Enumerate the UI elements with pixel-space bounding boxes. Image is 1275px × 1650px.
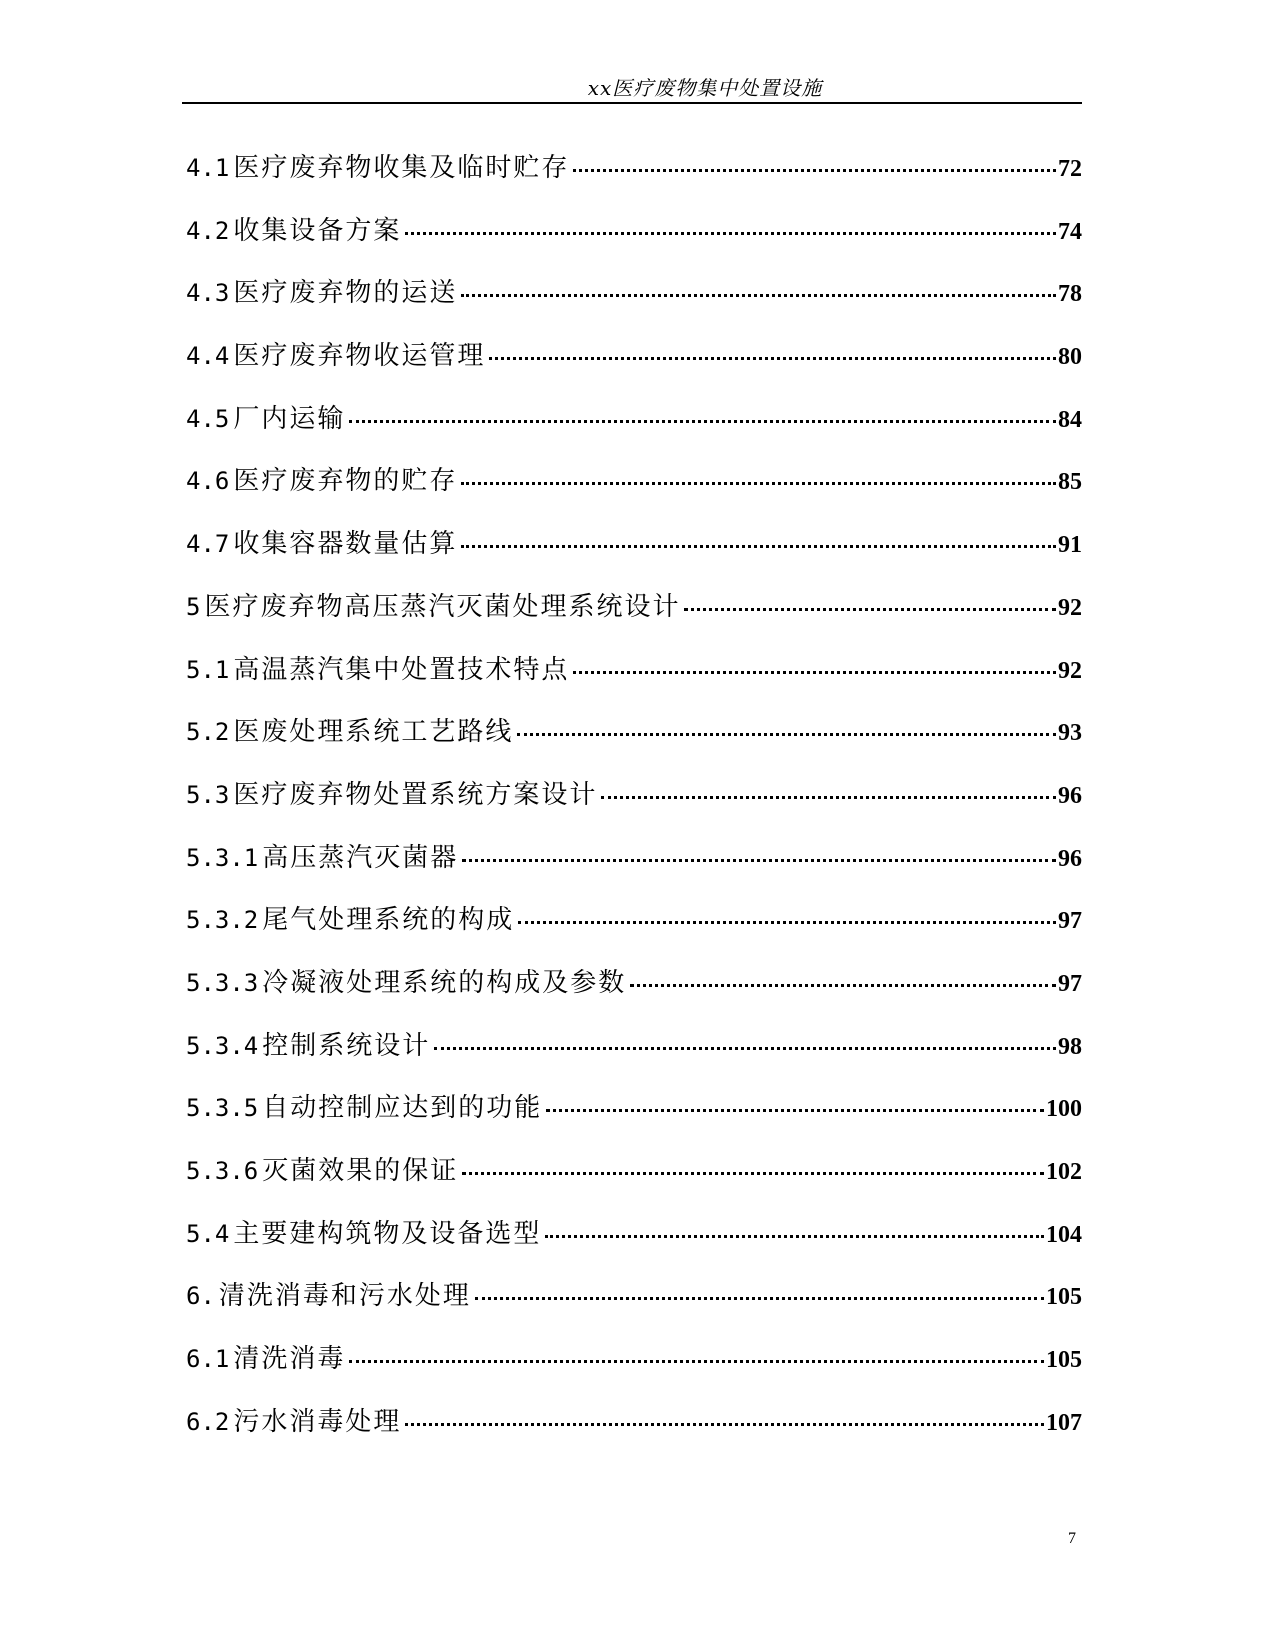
- toc-entry[interactable]: [186, 211, 1082, 274]
- toc-entry-number: 4.5: [186, 404, 230, 433]
- toc-entry-number: 6.1: [186, 1345, 230, 1374]
- toc-entry-title: 污水消毒处理: [233, 1406, 402, 1437]
- toc-entry-page: 105: [1046, 1347, 1082, 1374]
- toc-entry-title: 医疗废弃物收集及临时贮存: [233, 153, 570, 183]
- toc-entry-number: 5.3.6: [186, 1157, 259, 1185]
- toc-dot-leader: [630, 984, 1056, 987]
- toc-entry-page: 102: [1046, 1159, 1082, 1185]
- toc-entry[interactable]: [186, 273, 1082, 336]
- toc-entry-page: 72: [1058, 156, 1082, 182]
- toc-entry-page: 74: [1058, 218, 1082, 245]
- toc-entry-page: 96: [1058, 845, 1082, 872]
- toc-entry-title: 收集容器数量估算: [233, 529, 458, 560]
- toc-dot-leader: [601, 796, 1056, 799]
- toc-entry-page: 97: [1058, 970, 1082, 997]
- toc-entry-number: 5.1: [186, 655, 230, 684]
- toc-entry-number: 4.4: [186, 342, 230, 371]
- toc-dot-leader: [462, 859, 1056, 862]
- toc-entry-number: 5.3: [186, 780, 230, 809]
- toc-dot-leader: [475, 1297, 1044, 1300]
- toc-entry[interactable]: [186, 336, 1082, 399]
- toc-entry-page: 92: [1058, 657, 1082, 684]
- toc-entry-number: 5.3.1: [186, 843, 259, 872]
- toc-entry[interactable]: [186, 1276, 1082, 1339]
- toc-dot-leader: [517, 733, 1056, 736]
- toc-entry[interactable]: [186, 399, 1082, 462]
- toc-entry-title: 清洗消毒: [233, 1344, 346, 1375]
- toc-entry-title: 医疗废弃物高压蒸汽灭菌处理系统设计: [204, 591, 681, 622]
- toc-entry[interactable]: [186, 963, 1082, 1026]
- toc-dot-leader: [518, 921, 1056, 924]
- toc-entry-title: 医疗废弃物处置系统方案设计: [233, 779, 598, 810]
- toc-dot-leader: [405, 1423, 1044, 1426]
- toc-dot-leader: [405, 232, 1056, 235]
- toc-entry[interactable]: [186, 712, 1082, 775]
- toc-entry-title: 医疗废弃物的运送: [233, 278, 458, 309]
- page-number: 7: [1068, 1530, 1076, 1547]
- toc-entry[interactable]: [186, 148, 1082, 211]
- toc-entry[interactable]: [186, 775, 1082, 838]
- toc-entry-page: 93: [1058, 720, 1082, 747]
- toc-entry-number: 4.2: [186, 216, 230, 245]
- toc-entry[interactable]: [186, 587, 1082, 650]
- toc-entry-page: 78: [1058, 281, 1082, 308]
- toc-entry-page: 84: [1058, 406, 1082, 433]
- toc-entry-page: 97: [1058, 908, 1082, 935]
- toc-entry-title: 尾气处理系统的构成: [262, 905, 515, 936]
- toc-entry[interactable]: [186, 461, 1082, 524]
- toc-entry-page: 92: [1058, 594, 1082, 621]
- toc-dot-leader: [684, 608, 1056, 611]
- toc-entry-number: 4.7: [186, 530, 230, 559]
- toc-entry[interactable]: [186, 524, 1082, 587]
- toc-entry-number: 4.1: [186, 154, 230, 182]
- toc-entry-title: 医疗废弃物的贮存: [233, 466, 458, 497]
- toc-entry-number: 5.3.4: [186, 1031, 259, 1060]
- toc-entry-title: 收集设备方案: [233, 215, 402, 246]
- toc-entry[interactable]: [186, 1088, 1082, 1151]
- toc-entry-title: 医废处理系统工艺路线: [233, 717, 514, 748]
- toc-entry[interactable]: [186, 838, 1082, 901]
- toc-entry[interactable]: [186, 1402, 1082, 1465]
- toc-entry-number: 5.3.2: [186, 906, 259, 935]
- toc-dot-leader: [573, 671, 1056, 674]
- toc-entry-number: 5.2: [186, 718, 230, 747]
- toc-entry-title: 主要建构筑物及设备选型: [233, 1218, 542, 1249]
- toc-entry-page: 85: [1058, 469, 1082, 496]
- toc-entry-page: 107: [1046, 1409, 1082, 1436]
- toc-entry-number: 5.3.5: [186, 1094, 259, 1123]
- toc-entry-title: 清洗消毒和污水处理: [218, 1281, 471, 1312]
- toc-dot-leader: [434, 1047, 1056, 1050]
- toc-entry-number: 6.: [186, 1282, 215, 1311]
- toc-entry-page: 105: [1046, 1284, 1082, 1311]
- toc-entry-number: 4.3: [186, 279, 230, 308]
- toc-dot-leader: [349, 1360, 1044, 1363]
- toc-entry-title: 自动控制应达到的功能: [262, 1093, 543, 1124]
- toc-entry-title: 高压蒸汽灭菌器: [262, 842, 459, 873]
- toc-entry[interactable]: [186, 900, 1082, 963]
- toc-entry-title: 控制系统设计: [262, 1030, 431, 1061]
- toc-entry-title: 医疗废弃物收运管理: [233, 341, 486, 372]
- toc-entry-page: 96: [1058, 782, 1082, 809]
- toc-entry-title: 高温蒸汽集中处置技术特点: [233, 654, 570, 685]
- toc-entry-number: 4.6: [186, 467, 230, 496]
- toc-entry-page: 104: [1046, 1221, 1082, 1248]
- running-header-title: xx医疗废物集中处置设施: [587, 76, 823, 100]
- toc-entry-title: 冷凝液处理系统的构成及参数: [262, 967, 627, 998]
- toc-entry-title: 灭菌效果的保证: [262, 1156, 459, 1186]
- toc-entry-page: 98: [1058, 1033, 1082, 1060]
- toc-entry[interactable]: [186, 1214, 1082, 1277]
- toc-entry-page: 91: [1058, 532, 1082, 559]
- toc-entry[interactable]: [186, 1151, 1082, 1214]
- toc-entry-number: 5.3.3: [186, 968, 259, 997]
- toc-dot-leader: [461, 294, 1056, 297]
- toc-dot-leader: [462, 1172, 1044, 1175]
- toc-entry[interactable]: [186, 650, 1082, 713]
- header-rule: [182, 102, 1082, 104]
- toc-entry-page: 100: [1046, 1096, 1082, 1123]
- toc-entry-number: 5.4: [186, 1219, 230, 1248]
- toc-dot-leader: [573, 169, 1056, 172]
- toc-entry[interactable]: [186, 1026, 1082, 1089]
- toc-dot-leader: [489, 357, 1056, 360]
- toc-dot-leader: [461, 545, 1056, 548]
- toc-entry-page: 80: [1058, 344, 1082, 371]
- toc-entry[interactable]: [186, 1339, 1082, 1402]
- toc-entry-number: 6.2: [186, 1407, 230, 1436]
- table-of-contents: [186, 148, 1082, 1464]
- toc-dot-leader: [545, 1235, 1044, 1238]
- toc-entry-title: 厂内运输: [233, 403, 346, 434]
- toc-dot-leader: [349, 420, 1056, 423]
- toc-entry-number: 5: [186, 592, 201, 621]
- toc-dot-leader: [546, 1109, 1044, 1112]
- toc-dot-leader: [461, 482, 1056, 485]
